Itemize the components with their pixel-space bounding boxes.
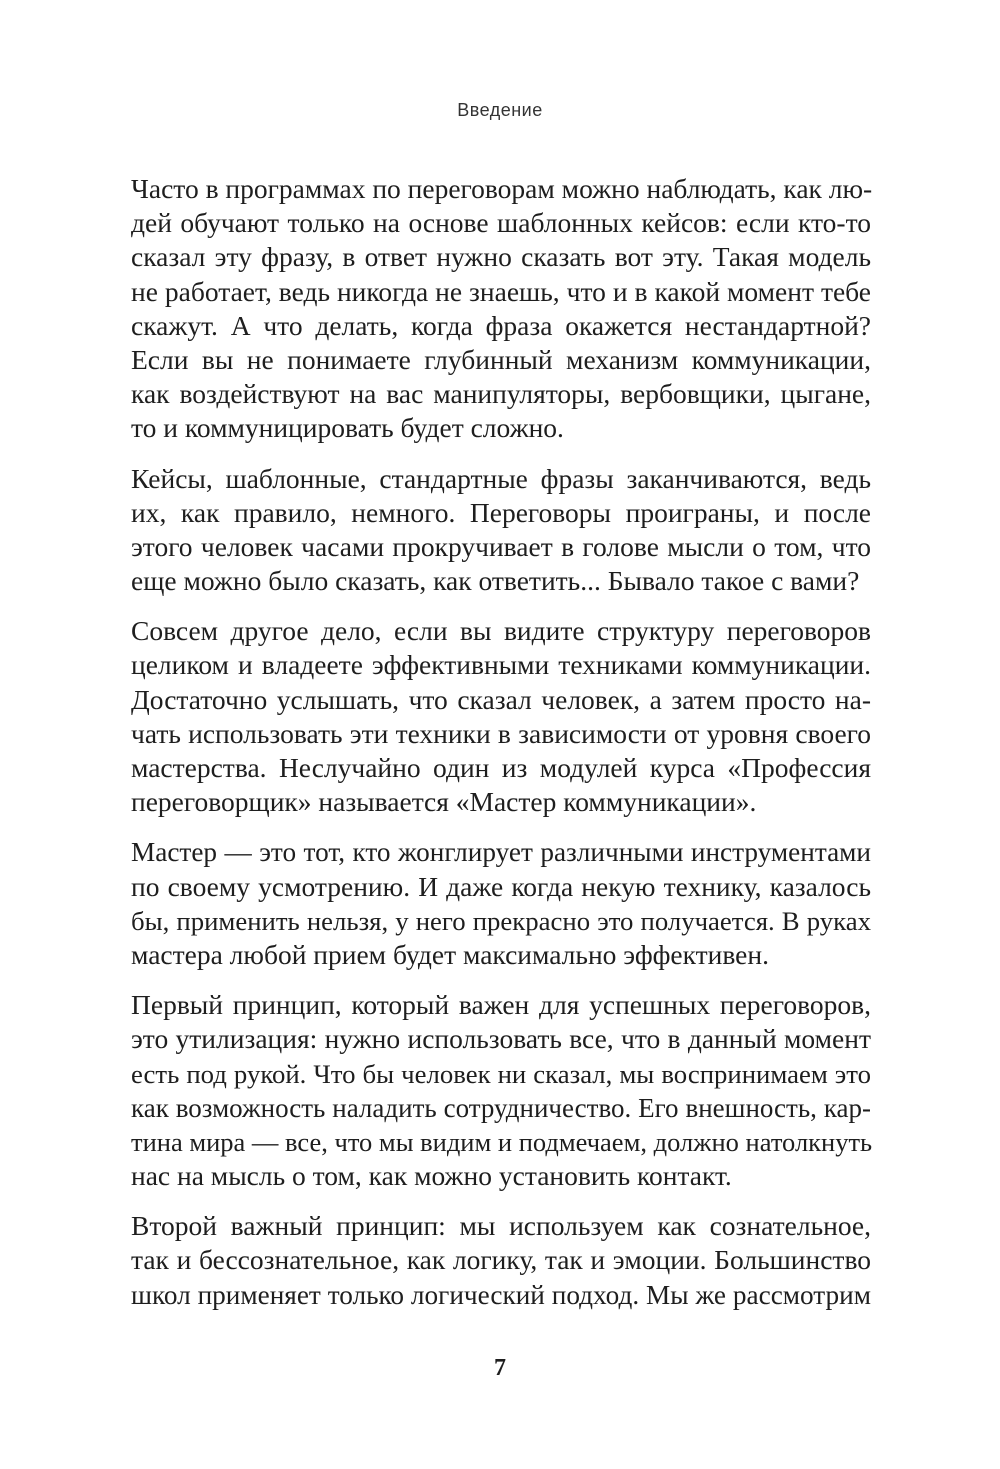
text-line: мастера любой прием будет максимально эффективен. [131, 938, 769, 970]
text-line: дей обучают только на основе шаблонных кейсов: если кто-то [131, 207, 871, 239]
page-number: 7 [494, 1355, 506, 1381]
text-line: так и бессознательное, как логику, так и эмоции. Большинство [131, 1244, 871, 1276]
text-line: Часто в программах по переговорам можно наблюдать, как лю- [131, 173, 873, 204]
text-line: как воздействуют на вас манипуляторы, вербовщики, цыгане, [131, 378, 871, 410]
body-text [131, 172, 871, 1328]
running-title: Введение [457, 100, 543, 120]
text-line: Достаточно услышать, что сказал человек, а затем просто на- [131, 683, 871, 715]
text-line: Первый принцип, который важен для успешных переговоров, [131, 989, 871, 1021]
text-line: еще можно было сказать, как ответить... Бывало такое с вами? [131, 565, 860, 597]
text-line: их, как правило, немного. Переговоры проиграны, и после [131, 496, 871, 528]
paragraph [131, 988, 871, 1193]
text-line: целиком и владеете эффективными техниками коммуникации. [131, 649, 871, 681]
text-line: бы, применить нельзя, у него прекрасно это получается. В руках [131, 905, 871, 936]
text-line: Второй важный принцип: мы используем как сознательное, [131, 1210, 871, 1242]
text-line: как возможность наладить сотрудничество. Его внешность, кар- [131, 1092, 871, 1123]
text-line: этого человек часами прокручивает в голове мысли о том, что [131, 530, 871, 562]
text-line: школ применяет только логический подход. Мы же рассмотрим [131, 1279, 871, 1310]
text-line: тина мира — все, что мы видим и подмечаем, должно натолкнуть [131, 1126, 873, 1157]
text-line: то и коммуницировать будет сложно. [131, 412, 564, 444]
paragraph [131, 462, 871, 599]
paragraph [131, 172, 871, 446]
text-line: чать использовать эти техники в зависимости от уровня своего [131, 717, 871, 749]
text-line: Мастер — это тот, кто жонглирует различными инструментами [131, 837, 871, 868]
paragraph [131, 1209, 871, 1312]
text-line: нас на мысль о том, как можно установить контакт. [131, 1160, 732, 1192]
text-line: Совсем другое дело, если вы видите структуру переговоров [131, 615, 871, 647]
text-line: Кейсы, шаблонные, стандартные фразы заканчиваются, ведь [131, 462, 871, 494]
paragraph [131, 835, 871, 972]
text-line: мастерства. Неслучайно один из модулей курса «Профессия [131, 752, 871, 783]
text-line: не работает, ведь никогда не знаешь, что и в какой момент тебе [131, 275, 871, 307]
text-line: есть под рукой. Что бы человек ни сказал, мы воспринимаем это [131, 1058, 871, 1089]
text-line: Если вы не понимаете глубинный механизм коммуникации, [131, 343, 871, 375]
text-line: сказал эту фразу, в ответ нужно сказать вот эту. Такая модель [131, 241, 871, 273]
text-line: это утилизация: нужно использовать все, что в данный момент [131, 1023, 871, 1055]
text-line: скажут. А что делать, когда фраза окажется нестандартной? [131, 309, 871, 341]
text-line: по своему усмотрению. И даже когда некую технику, казалось [131, 870, 871, 902]
text-line: переговорщик» называется «Мастер коммуникации». [131, 786, 757, 818]
paragraph [131, 614, 871, 819]
